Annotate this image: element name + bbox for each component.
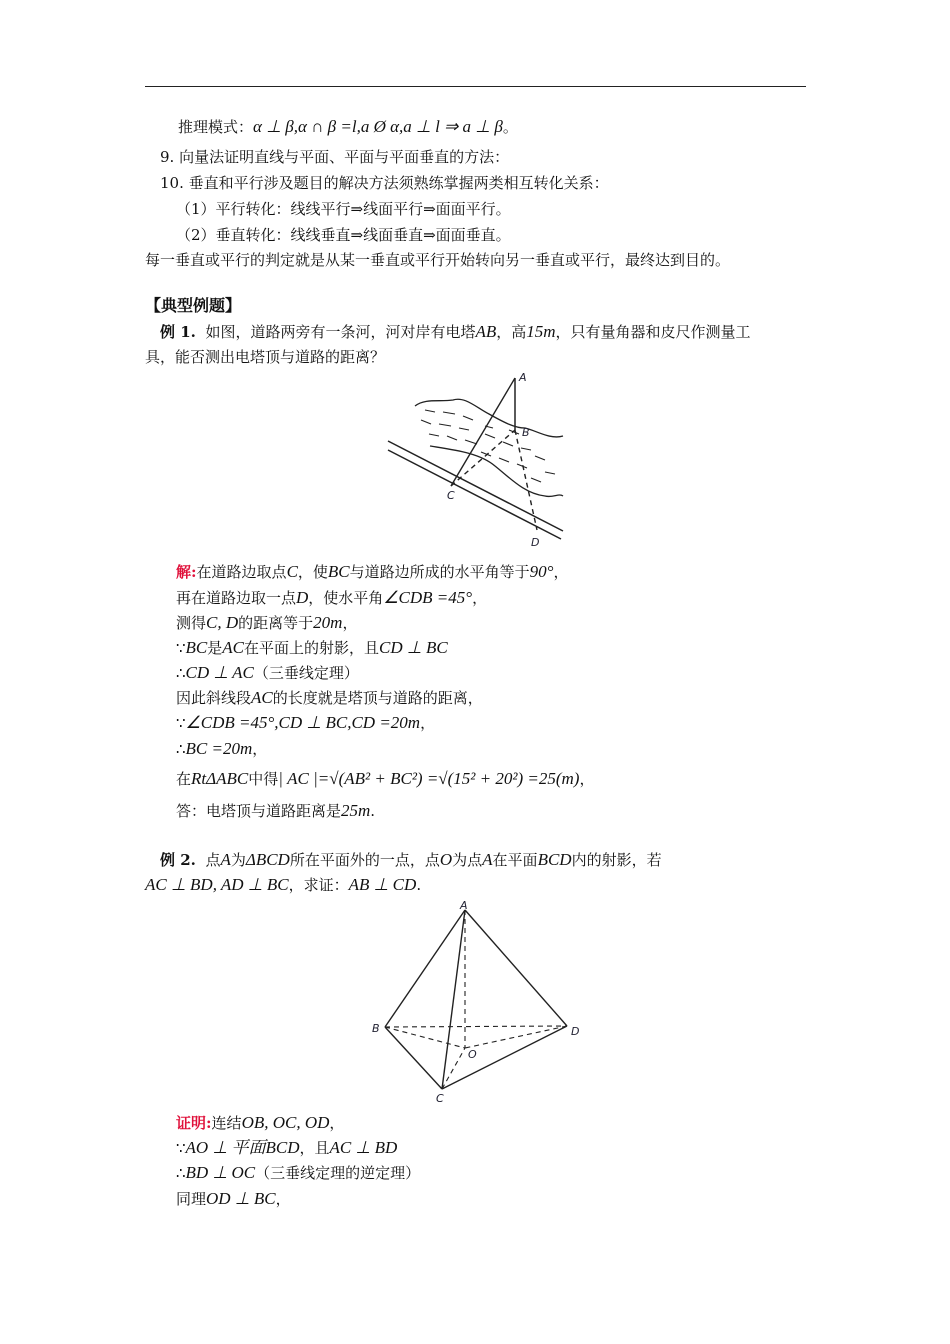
edge-AC [442,910,465,1089]
example-2-question-cont: AC ⊥ BD, AD ⊥ BC，求证：AB ⊥ CD. [145,875,422,894]
solution-6: 因此斜线段AC的长度就是塔顶与道路的距离， [176,688,483,707]
solution-2: 再在道路边取一点D，使水平角∠CDB =45°， [176,588,488,607]
fig2-label-D: D [571,1025,580,1038]
proof-4: 同理OD ⊥ BC， [176,1189,291,1208]
fig1-label-A: A [519,371,527,384]
fig2-label-A: A [460,899,468,912]
proof-1: 证明:连结OB, OC, OD， [176,1113,345,1132]
reasoning-pattern: 推理模式：α ⊥ β,α ∩ β =l,a Ø α,a ⊥ l ⇒ a ⊥ β。 [178,117,518,136]
edge-BC [385,1027,442,1089]
fig2-label-O: O [468,1048,477,1061]
summary-line: 每一垂直或平行的判定就是从某一垂直或平行开始转向另一垂直或平行，最终达到目的。 [145,251,731,269]
perpendicular-transform: （2）垂直转化：线线垂直⇒线面垂直⇒面面垂直。 [176,226,511,244]
example-1-question: 例 1. 如图，道路两旁有一条河，河对岸有电塔AB，高15m，只有量角器和皮尺作测量工 [160,322,751,341]
tetrahedron-figure [368,898,588,1108]
edge-AD [465,910,567,1026]
water-hatching [421,410,555,482]
river-bank-far [415,399,563,437]
solution-8: ∴BC =20m， [176,739,268,758]
section-title: 【典型例题】 [145,296,242,315]
segment-OB [385,1027,465,1048]
edge-BD [385,1026,567,1027]
segment-AC [451,378,515,486]
fig1-label-D: D [531,536,540,549]
header-rule [145,86,806,87]
fig1-label-C: C [447,489,455,502]
road-edge-1 [388,441,563,531]
edge-CD [442,1026,567,1089]
proof-2: ∵AO ⊥ 平面BCD，且AC ⊥ BD [176,1138,398,1157]
road-edge-2 [388,450,561,539]
edge-AB [385,910,465,1027]
fig1-label-B: B [522,426,530,439]
solution-9: 在RtΔABC中得| AC |=√(AB² + BC²) =√(15² + 20²) =25(m)， [176,769,595,788]
proof-3: ∴BD ⊥ OC（三垂线定理的逆定理） [176,1163,421,1182]
solution-5: ∴CD ⊥ AC（三垂线定理） [176,663,359,682]
solution-1: 解:在道路边取点C，使BC与道路边所成的水平角等于90°， [176,562,569,581]
segment-OD [465,1026,567,1048]
parallel-transform: （1）平行转化：线线平行⇒线面平行⇒面面平行。 [176,200,511,218]
fig2-label-C: C [436,1092,444,1105]
segment-BD [515,430,537,530]
item-10: 10. 垂直和平行涉及题目的解决方法须熟练掌握两类相互转化关系： [160,174,609,192]
solution-3: 测得C, D的距离等于20m， [176,613,358,632]
solution-4: ∵BC是AC在平面上的射影，且CD ⊥ BC [176,638,448,657]
item-9: 9. 向量法证明直线与平面、平面与平面垂直的方法： [160,148,510,166]
example-2-question: 例 2. 点A为ΔBCD所在平面外的一点，点O为点A在平面BCD内的射影，若 [160,850,662,869]
river-tower-figure [385,368,570,550]
solution-answer: 答：电塔顶与道路距离是25m. [176,801,376,820]
example-1-question-cont: 具，能否测出电塔顶与道路的距离？ [145,348,386,366]
solution-7: ∵∠CDB =45°,CD ⊥ BC,CD =20m， [176,713,436,732]
fig2-label-B: B [372,1022,380,1035]
